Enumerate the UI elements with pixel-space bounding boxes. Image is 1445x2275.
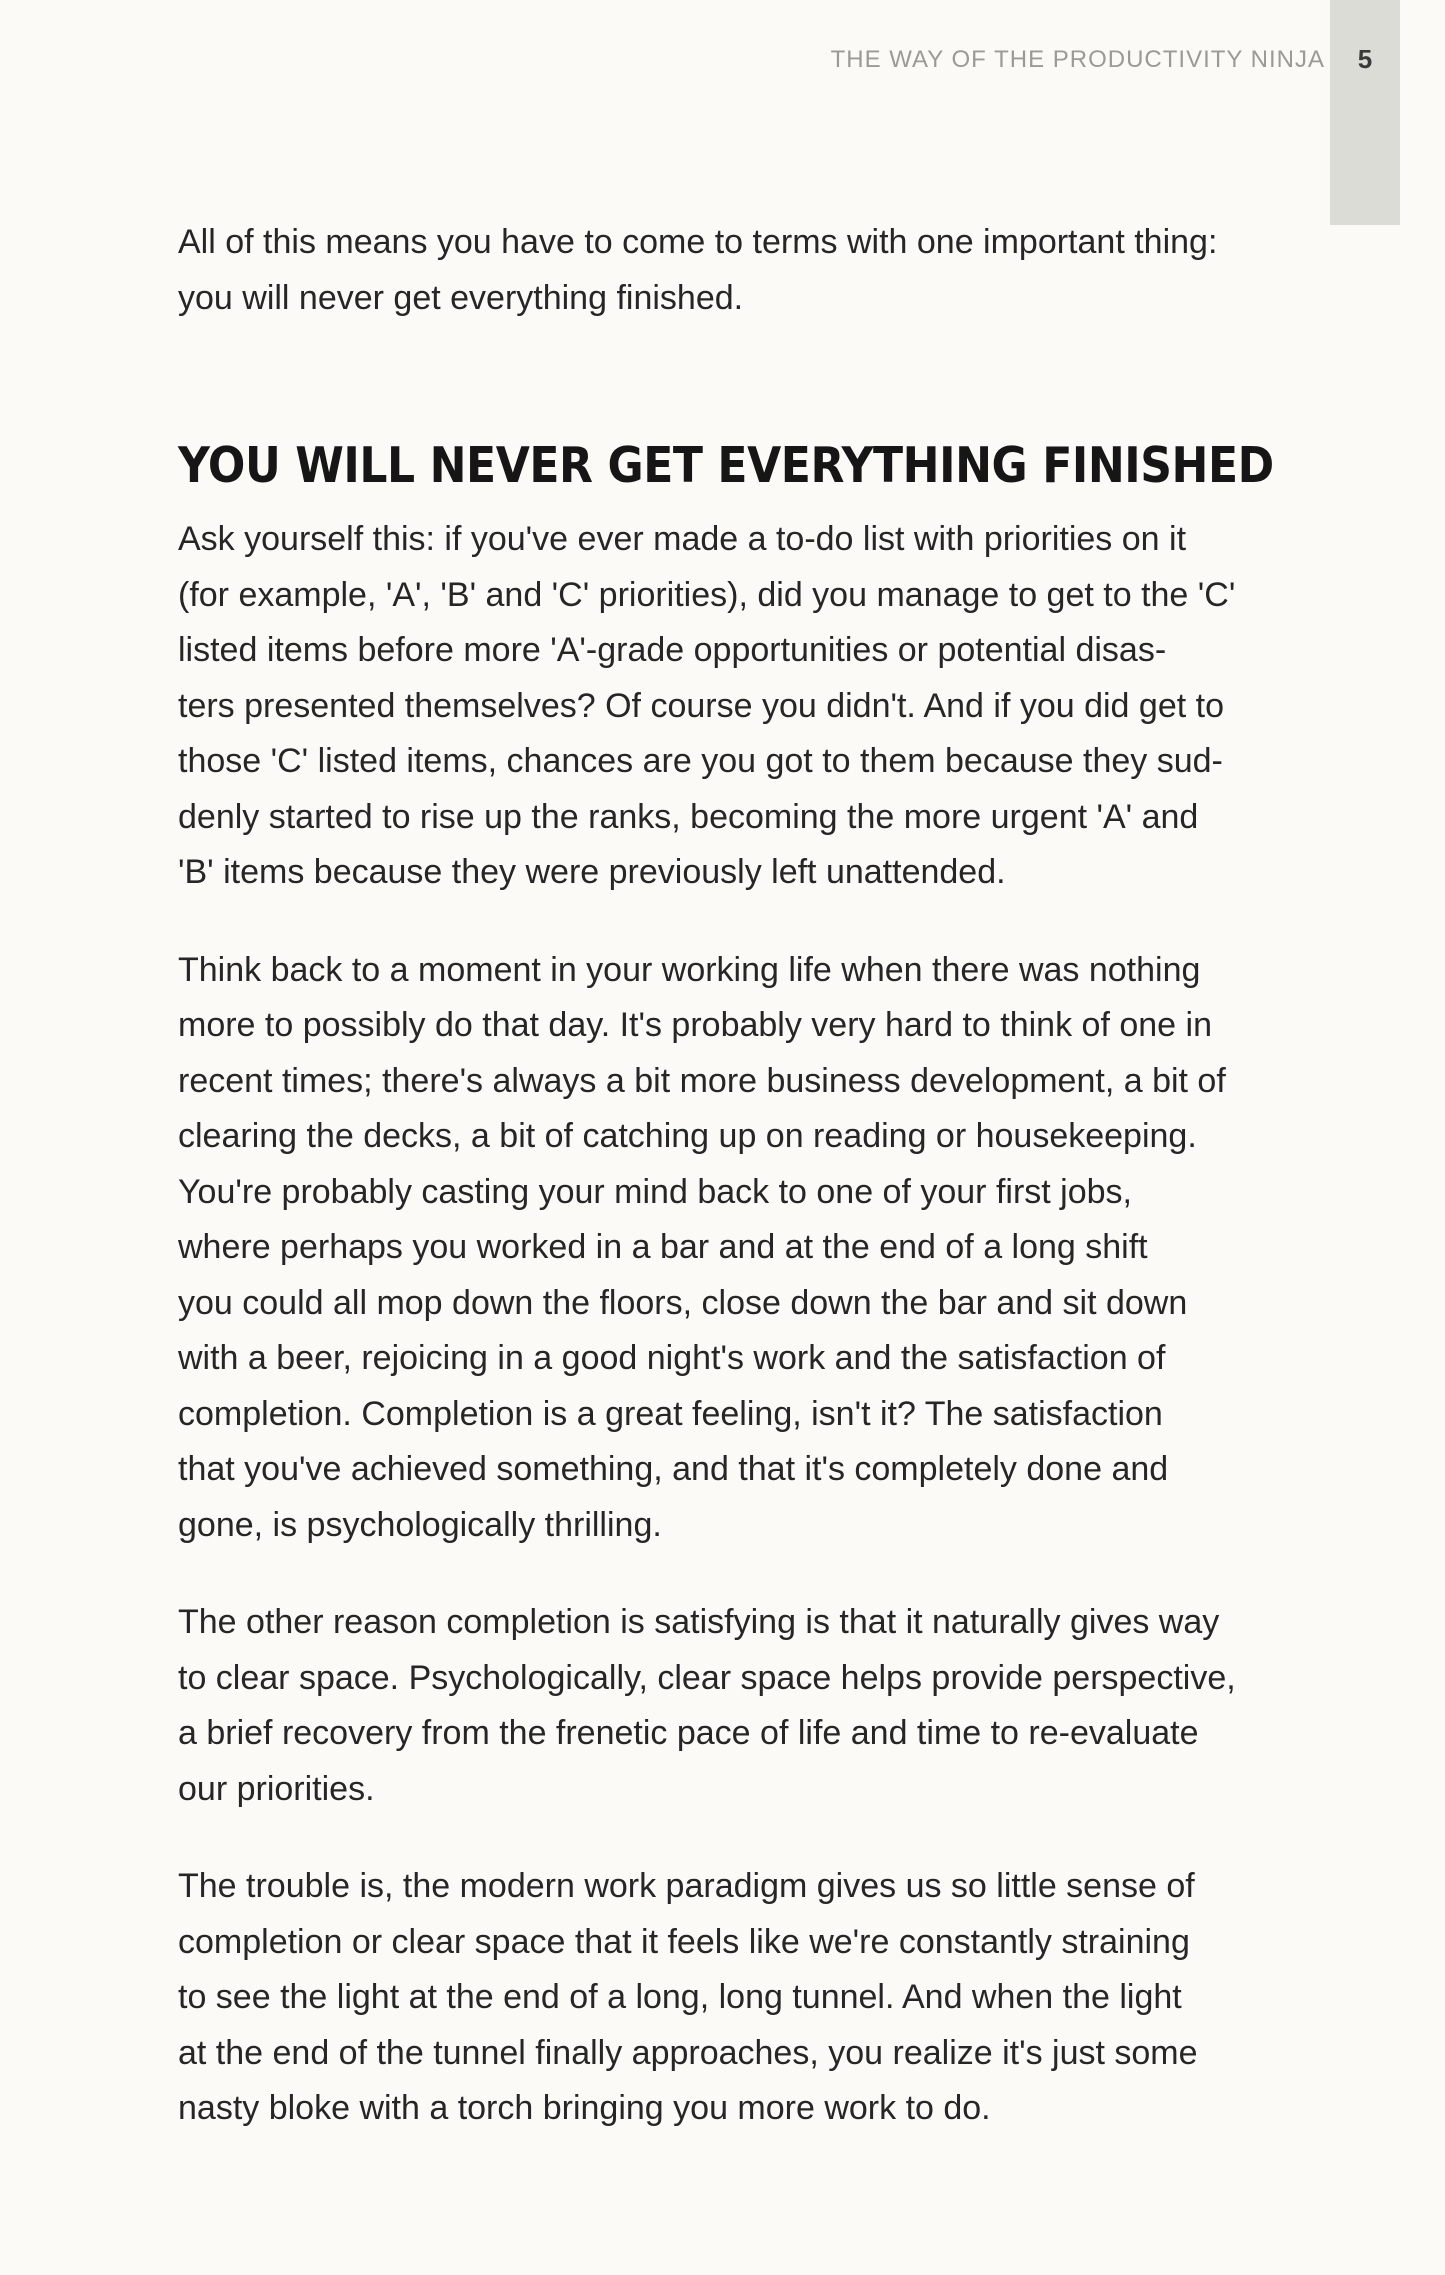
body-paragraph-3: The other reason completion is satisfying is that it naturally gives way to clear space. Psychologically, clear space helps provide perspective, a brief recovery from the frenetic pace of life and time to re-evaluate our priorities.	[178, 1603, 1236, 1808]
section-heading: YOU WILL NEVER GET EVERYTHING FINISHED	[178, 437, 1274, 494]
running-header: THE WAY OF THE PRODUCTIVITY NINJA	[830, 46, 1325, 73]
page-number-tab	[1330, 0, 1400, 225]
body-paragraph-1: Ask yourself this: if you've ever made a to-do list with priorities on it (for example, 'A', 'B' and 'C' priorities), did you manage to get to the 'C' listed items before more 'A'-grade opportunities or potential disas- ters presented themselves? Of course you didn't. And if you did get to those 'C' listed items, chances are you got to them because they sud- denly started to rise up the ranks, becoming the more urgent 'A' and 'B' items because they were previously left unattended.	[178, 520, 1236, 891]
body-paragraph-4: The trouble is, the modern work paradigm gives us so little sense of completion or clear space that it feels like we're constantly straining to see the light at the end of a long, long tunnel. And when the light at the end of the tunnel finally approaches, you realize it's just some nasty bloke with a torch bringing you more work to do.	[178, 1867, 1198, 2127]
page-body	[178, 215, 1313, 2137]
body-paragraph-2: Think back to a moment in your working life when there was nothing more to possibly do that day. It's probably very hard to think of one in recent times; there's always a bit more business development, a bit of clearing the decks, a bit of catching up on reading or housekeeping. You're probably casting your mind back to one of your first jobs, where perhaps you worked in a bar and at the end of a long shift you could all mop down the floors, close down the bar and sit down with a beer, rejoicing in a good night's work and the satisfaction of completion. Completion is a great feeling, isn't it? The satisfaction that you've achieved something, and that it's completely done and gone, is psychologically thrilling.	[178, 950, 1226, 1544]
page-number: 5	[1357, 44, 1373, 74]
intro-paragraph: All of this means you have to come to terms with one important thing: you will never get everything finished.	[178, 223, 1218, 317]
